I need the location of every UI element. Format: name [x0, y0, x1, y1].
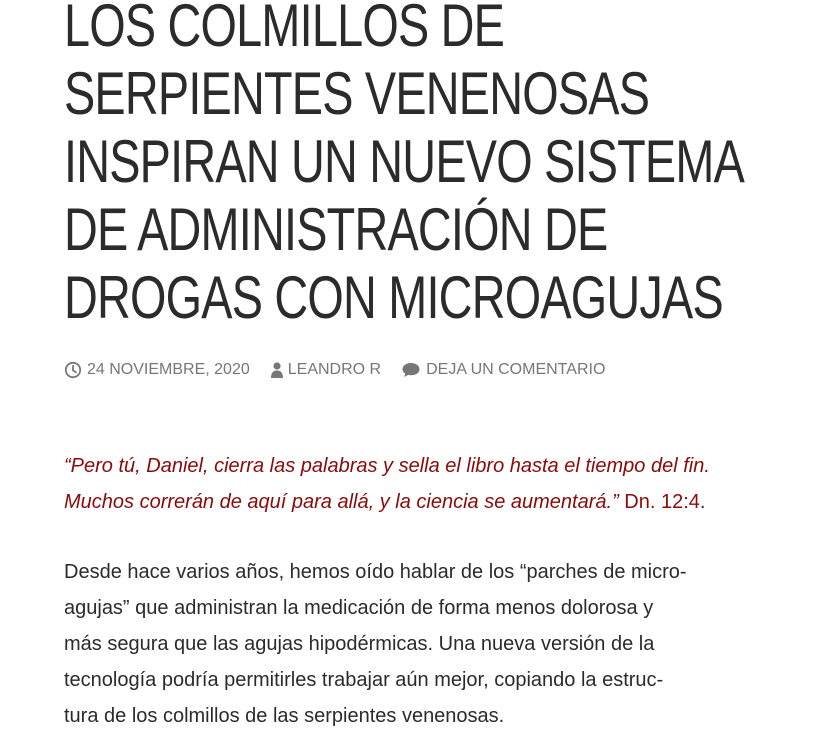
bible-quote [64, 448, 784, 520]
quote-reference: Dn. 12:4 [618, 491, 700, 513]
quote-line-1: “Pero tú, Daniel, cierra las palabras y sella el libro hasta el tiempo del fin. [64, 455, 710, 477]
title-line: LOS COLMILLOS DE [64, 0, 505, 59]
post-date-link[interactable] [64, 361, 250, 379]
title-line: INSPIRAN UN NUEVO SISTEMA [64, 128, 745, 195]
quote-period: . [699, 491, 706, 513]
article-title [64, 0, 745, 332]
paragraph-line: más segura que las agujas hipodérmicas. Una nueva versión de la [64, 633, 655, 655]
title-line: DE ADMINISTRACIÓN DE [64, 196, 608, 263]
post-author: LEANDRO R [287, 361, 382, 378]
paragraph-line: agujas” que administran la medicación de forma menos dolorosa y [64, 597, 654, 619]
person-icon [270, 361, 284, 379]
clock-icon [64, 361, 82, 379]
quote-line-2: Muchos correrán de aquí para allá, y la ciencia se aumentará.” [64, 491, 619, 513]
post-author-link[interactable] [270, 361, 381, 379]
paragraph-line: tura de los colmillos de las serpientes venenosas. [64, 705, 505, 727]
leave-comment-link[interactable] [401, 361, 605, 379]
article-paragraph [64, 554, 784, 734]
title-line: SERPIENTES VENENOSAS [64, 60, 650, 127]
speech-bubble-icon [401, 361, 421, 379]
leave-comment-label: DEJA UN COMENTARIO [426, 361, 606, 378]
paragraph-line: tecnología podría permitirles trabajar aún mejor, copiando la estruc- [64, 669, 664, 691]
post-date: 24 NOVIEMBRE, 2020 [87, 361, 250, 378]
title-line: DROGAS CON MICROAGUJAS [64, 264, 723, 331]
post-meta [64, 358, 625, 382]
paragraph-line: Desde hace varios años, hemos oído hablar de los “parches de micro- [64, 561, 687, 583]
